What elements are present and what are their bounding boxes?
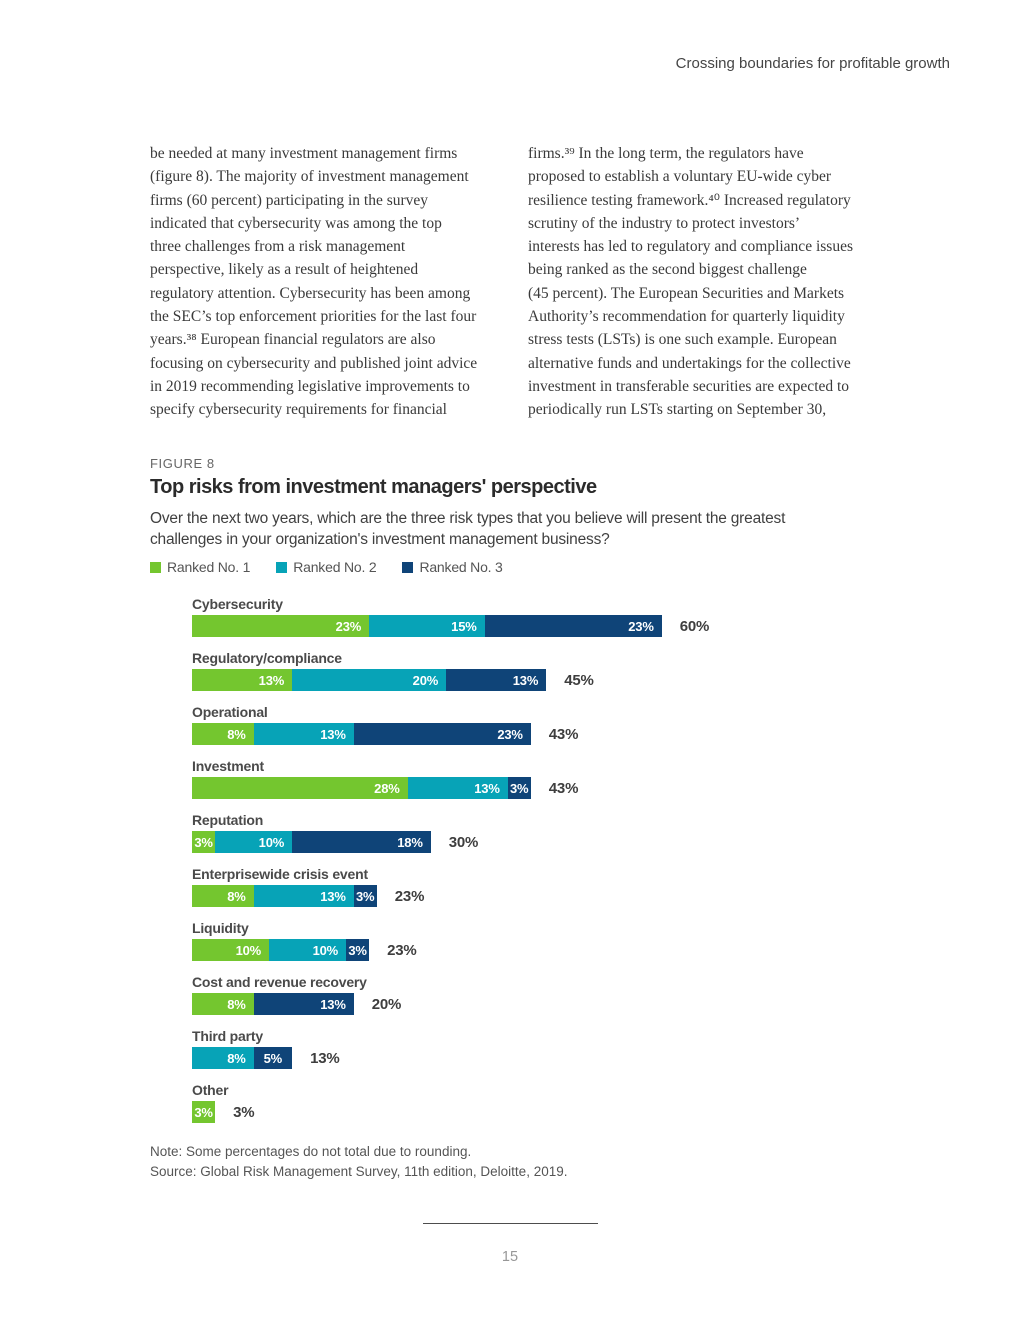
category-label: Enterprisewide crisis event	[192, 866, 368, 882]
body-text-line: scrutiny of the industry to protect investors’	[528, 214, 801, 232]
body-text-line: perspective, likely as a result of heightened	[150, 261, 419, 279]
bar-line	[192, 615, 709, 637]
body-text-line: resilience testing framework.⁴⁰ Increased regulatory	[528, 191, 851, 209]
body-text-line: years.³⁸ European financial regulators are also	[150, 331, 436, 349]
bar-segment: 20%	[292, 669, 446, 691]
page-number: 15	[501, 1249, 519, 1265]
bar-line	[192, 885, 709, 907]
bar-segment: 13%	[446, 669, 546, 691]
stacked-bar	[192, 615, 662, 637]
legend-swatch-icon	[276, 562, 287, 573]
figure-subtitle-line: Over the next two years, which are the three risk types that you believe will present the greatest	[150, 510, 786, 527]
bar-line	[192, 1047, 709, 1069]
total-label: 3%	[233, 1103, 255, 1121]
bar-segment: 13%	[192, 669, 292, 691]
figure-subtitle-line: challenges in your organization's investment management business?	[150, 531, 610, 548]
bar-segment: 10%	[215, 831, 292, 853]
legend-label: Ranked No. 1	[167, 559, 251, 575]
category-label: Operational	[192, 704, 268, 720]
category-label: Third party	[192, 1028, 263, 1044]
legend-label: Ranked No. 3	[419, 559, 503, 575]
body-text-line: firms (60 percent) participating in the survey	[150, 191, 429, 209]
bar-segment: 23%	[354, 723, 531, 745]
chart-row	[192, 812, 709, 853]
chart-row	[192, 650, 709, 691]
legend-swatch-icon	[150, 562, 161, 573]
bar-segment: 13%	[254, 885, 354, 907]
bar-line	[192, 669, 709, 691]
body-text-line: stress tests (LSTs) is one such example. European	[528, 331, 837, 349]
body-text-line: specify cybersecurity requirements for financial	[150, 401, 447, 419]
figure-source: Source: Global Risk Management Survey, 11th edition, Deloitte, 2019.	[150, 1164, 568, 1179]
left-column	[150, 142, 502, 422]
bar-segment: 8%	[192, 723, 254, 745]
bar-line	[192, 723, 709, 745]
stacked-bar	[192, 1101, 215, 1123]
bar-segment: 3%	[508, 777, 531, 799]
bar-segment: 15%	[369, 615, 485, 637]
figure-label: FIGURE 8	[150, 456, 215, 471]
category-label: Liquidity	[192, 920, 249, 936]
bar-segment: 13%	[254, 723, 354, 745]
body-text-line: indicated that cybersecurity was among the top	[150, 214, 442, 232]
bar-segment: 23%	[485, 615, 662, 637]
bar-segment: 5%	[254, 1047, 293, 1069]
bar-segment: 23%	[192, 615, 369, 637]
bar-segment: 3%	[354, 885, 377, 907]
bar-line	[192, 939, 709, 961]
total-label: 20%	[371, 995, 402, 1013]
body-text-line: (45 percent). The European Securities and Markets	[528, 284, 845, 302]
legend-item	[150, 559, 250, 575]
legend-swatch-icon	[402, 562, 413, 573]
body-text-line: Authority’s recommendation for quarterly liquidity	[528, 308, 845, 326]
bar-segment: 18%	[292, 831, 431, 853]
stacked-bar	[192, 831, 431, 853]
body-text-line: the SEC’s top enforcement priorities for the last four	[150, 308, 477, 326]
body-text-line: periodically run LSTs starting on September 30,	[528, 401, 827, 419]
legend-item	[402, 559, 502, 575]
stacked-bar	[192, 1047, 292, 1069]
stacked-bar	[192, 723, 531, 745]
total-label: 45%	[564, 671, 594, 689]
body-text-line: three challenges from a risk management	[150, 238, 406, 256]
body-text-line: in 2019 recommending legislative improvements to	[150, 377, 470, 395]
footer-rule	[423, 1223, 598, 1224]
category-label: Investment	[192, 758, 264, 774]
bar-line	[192, 777, 709, 799]
chart-row	[192, 866, 709, 907]
bar-segment: 8%	[192, 1047, 254, 1069]
bar-segment: 10%	[269, 939, 346, 961]
bar-segment: 13%	[254, 993, 354, 1015]
category-label: Reputation	[192, 812, 264, 828]
total-label: 23%	[394, 887, 425, 905]
chart-rows	[192, 596, 709, 1136]
chart-row	[192, 1028, 709, 1069]
bar-segment: 28%	[192, 777, 408, 799]
figure-note: Note: Some percentages do not total due to rounding.	[150, 1144, 472, 1159]
chart-row	[192, 704, 709, 745]
body-text-line: alternative funds and undertakings for the collective	[528, 354, 851, 372]
right-column	[528, 142, 880, 422]
bar-segment: 8%	[192, 993, 254, 1015]
total-label: 43%	[548, 779, 579, 797]
bar-segment: 13%	[408, 777, 508, 799]
body-text-line: focusing on cybersecurity and published joint advice	[150, 354, 478, 372]
body-text-line: interests has led to regulatory and compliance issues	[528, 238, 853, 256]
category-label: Regulatory/compliance	[192, 650, 342, 666]
figure-subtitle	[150, 508, 785, 550]
bar-line	[192, 993, 709, 1015]
stacked-bar	[192, 777, 531, 799]
total-label: 60%	[679, 617, 710, 635]
body-text-line: proposed to establish a voluntary EU-wide cyber	[528, 168, 832, 186]
bar-segment: 3%	[346, 939, 369, 961]
figure-title: Top risks from investment managers' perspective	[150, 476, 597, 498]
body-text-line: being ranked as the second biggest challenge	[528, 261, 807, 279]
body-text-line: investment in transferable securities are expected to	[528, 377, 850, 395]
legend-item	[276, 559, 376, 575]
total-label: 23%	[387, 941, 417, 959]
bar-segment: 8%	[192, 885, 254, 907]
body-text-line: firms.³⁹ In the long term, the regulators have	[528, 145, 804, 162]
stacked-bar	[192, 669, 546, 691]
stacked-bar	[192, 885, 377, 907]
bar-segment: 10%	[192, 939, 269, 961]
total-label: 43%	[548, 725, 579, 743]
chart-row	[192, 1082, 709, 1123]
chart-row	[192, 920, 709, 961]
category-label: Cybersecurity	[192, 596, 283, 612]
stacked-bar	[192, 993, 354, 1015]
body-text-line: regulatory attention. Cybersecurity has been among	[150, 284, 471, 302]
chart-row	[192, 758, 709, 799]
total-label: 13%	[310, 1049, 340, 1067]
total-label: 30%	[448, 833, 479, 851]
chart-legend	[150, 559, 503, 575]
bar-line	[192, 831, 709, 853]
category-label: Cost and revenue recovery	[192, 974, 367, 990]
running-header: Crossing boundaries for profitable growth	[675, 55, 950, 72]
bar-segment: 3%	[192, 831, 215, 853]
chart-row	[192, 974, 709, 1015]
legend-label: Ranked No. 2	[293, 559, 377, 575]
category-label: Other	[192, 1082, 229, 1098]
bar-segment: 3%	[192, 1101, 215, 1123]
stacked-bar	[192, 939, 369, 961]
bar-line	[192, 1101, 709, 1123]
chart-row	[192, 596, 709, 637]
body-text-line: (figure 8). The majority of investment management	[150, 168, 469, 186]
body-text-line: be needed at many investment management firms	[150, 145, 458, 162]
